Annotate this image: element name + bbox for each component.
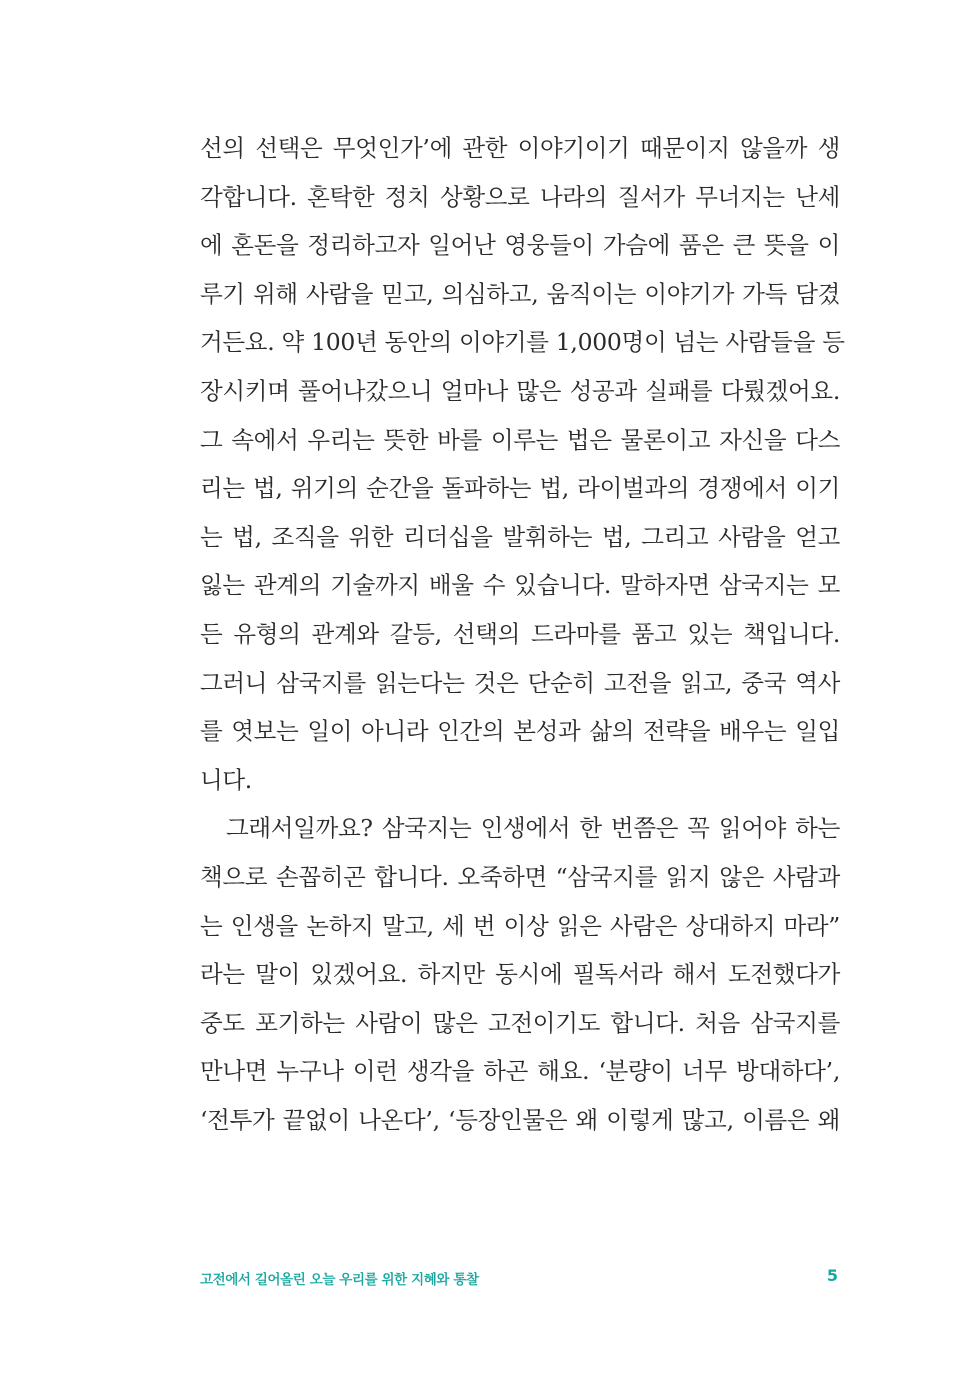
text-line: 그래서일까요? 삼국지는 인생에서 한 번쯤은 꼭 읽어야 하는 [226, 814, 840, 843]
text-line: 루기 위해 사람을 믿고, 의심하고, 움직이는 이야기가 가득 담겼 [200, 279, 840, 308]
paragraph-1 [200, 124, 845, 804]
text-line: 책으로 손꼽히곤 합니다. 오죽하면 “삼국지를 읽지 않은 사람과 [200, 862, 840, 891]
text-line: 는 법, 조직을 위한 리더십을 발휘하는 법, 그리고 사람을 얻고 [200, 522, 840, 551]
text-line: 에 혼돈을 정리하고자 일어난 영웅들이 가슴에 품은 큰 뜻을 이 [200, 231, 840, 260]
text-line: 그 속에서 우리는 뜻한 바를 이루는 법은 물론이고 자신을 다스 [200, 425, 840, 454]
text-line: 거든요. 약 100년 동안의 이야기를 1,000명이 넘는 사람들을 등 [200, 328, 845, 357]
page-number: 5 [826, 1266, 838, 1285]
body-text [200, 124, 845, 1144]
text-line: 만나면 누구나 이런 생각을 하곤 해요. ‘분량이 너무 방대하다’, [200, 1057, 840, 1086]
text-line: ‘전투가 끝없이 나온다’, ‘등장인물은 왜 이렇게 많고, 이름은 왜 [200, 1105, 840, 1134]
text-line: 중도 포기하는 사람이 많은 고전이기도 합니다. 처음 삼국지를 [200, 1008, 840, 1037]
text-line: 리는 법, 위기의 순간을 돌파하는 법, 라이벌과의 경쟁에서 이기 [200, 474, 840, 503]
text-line: 잃는 관계의 기술까지 배울 수 있습니다. 말하자면 삼국지는 모 [200, 571, 840, 600]
paragraph-2 [200, 804, 840, 1144]
running-footer-title: 고전에서 길어올린 오늘 우리를 위한 지혜와 통찰 [200, 1272, 479, 1288]
text-line: 라는 말이 있겠어요. 하지만 동시에 필독서라 해서 도전했다가 [200, 960, 840, 989]
text-line: 는 인생을 논하지 말고, 세 번 이상 읽은 사람은 상대하지 마라” [200, 911, 840, 940]
text-line: 니다. [200, 765, 252, 794]
text-line: 장시키며 풀어나갔으니 얼마나 많은 성공과 실패를 다뤘겠어요. [200, 376, 840, 405]
text-line: 든 유형의 관계와 갈등, 선택의 드라마를 품고 있는 책입니다. [200, 619, 840, 648]
text-line: 를 엿보는 일이 아니라 인간의 본성과 삶의 전략을 배우는 일입 [200, 717, 840, 746]
text-line: 그러니 삼국지를 읽는다는 것은 단순히 고전을 읽고, 중국 역사 [200, 668, 840, 697]
text-line: 각합니다. 혼탁한 정치 상황으로 나라의 질서가 무너지는 난세 [200, 182, 840, 211]
text-line: 선의 선택은 무엇인가’에 관한 이야기이기 때문이지 않을까 생 [200, 134, 840, 162]
